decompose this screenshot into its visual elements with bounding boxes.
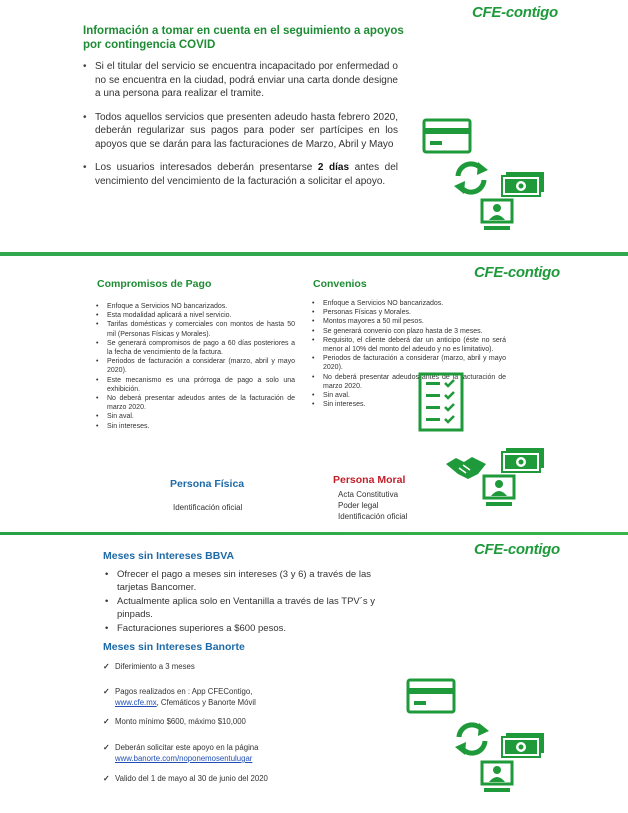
bbva-title: Meses sin Intereses BBVA xyxy=(103,550,235,562)
list-item: • Facturaciones superiores a $600 pesos. xyxy=(103,622,378,635)
cfe-contigo-logo: CFE-contigo xyxy=(472,4,558,21)
computer-user-icon xyxy=(480,198,514,232)
banorte-title: Meses sin Intereses Banorte xyxy=(103,641,245,653)
banorte-link[interactable]: www.banorte.com/noponemosentulugar xyxy=(115,754,253,763)
slide-msi xyxy=(0,535,628,813)
list-item: • Este mecanismo es una prórroga de pago a solo una exhibición. xyxy=(95,376,295,394)
list-item: • Sin aval. xyxy=(95,412,295,421)
checkmark-icon: ✓ xyxy=(103,662,110,671)
list-item: • Ofrecer el pago a meses sin intereses (3 y 6) a través de las tarjetas Bancomer. xyxy=(103,568,378,594)
computer-user-icon xyxy=(480,760,514,794)
list-item: • Montos mayores a 50 mil pesos. xyxy=(311,317,506,326)
convenios-list xyxy=(311,299,506,409)
cfe-link[interactable]: www.cfe.mx xyxy=(115,698,157,707)
checklist-icon xyxy=(418,372,464,432)
list-item: • Sin intereses. xyxy=(311,400,506,409)
persona-moral-requirement: Identificación oficial xyxy=(338,512,408,521)
money-bill-icon xyxy=(500,446,546,474)
persona-fisica-title: Persona Física xyxy=(170,478,245,490)
refresh-arrows-icon xyxy=(453,721,491,757)
check-item: ✓ Pagos realizados en : App CFEContigo, www.cfe.mx, Cfemáticos y Banorte Móvil xyxy=(103,687,256,707)
cfe-contigo-logo: CFE-contigo xyxy=(474,264,560,281)
compromisos-title: Compromisos de Pago xyxy=(97,278,212,290)
persona-moral-title: Persona Moral xyxy=(333,474,406,486)
list-item: • Requisito, el cliente deberá dar un anticipo (éste no será menor al 10% del monto del adeudo y no es limitativo). xyxy=(311,336,506,354)
persona-moral-requirement: Poder legal xyxy=(338,501,379,510)
checkmark-icon: ✓ xyxy=(103,717,110,726)
list-item: • No deberá presentar adeudos antes de la facturación de marzo 2020. xyxy=(311,373,506,391)
computer-user-icon xyxy=(482,474,516,508)
slide1-bullets xyxy=(83,60,398,198)
credit-card-icon xyxy=(422,118,472,156)
check-item: ✓ Monto mínimo $600, máximo $10,000 xyxy=(103,717,246,726)
list-item: • Los usuarios interesados deberán presentarse 2 días antes del vencimiento del vencimiento de la facturación a solicitar el apoyo. xyxy=(83,161,398,188)
list-item: • Esta modalidad aplicará a nivel servicio. xyxy=(95,311,295,320)
list-item: • Sin aval. xyxy=(311,391,506,400)
slide-covid-info xyxy=(0,0,628,252)
check-item: ✓ Diferimiento a 3 meses xyxy=(103,662,195,671)
list-item: • Enfoque a Servicios NO bancarizados. xyxy=(311,299,506,308)
list-item: • Todos aquellos servicios que presenten adeudo hasta febrero 2020, deberán regularizar sus pagos para poder ser partícipes en los apoyos que se darán para las facturaciones de Marzo, Abril y Mayo xyxy=(83,111,398,152)
list-item: • Tarifas domésticas y comerciales con montos de hasta 50 mil (Personas Físicas y Morales). xyxy=(95,320,295,338)
persona-moral-requirement: Acta Constitutiva xyxy=(338,490,399,499)
slide1-title: Información a tomar en cuenta en el seguimiento a apoyos por contingencia COVID xyxy=(83,25,404,51)
list-item: • Sin intereses. xyxy=(95,422,295,431)
money-bill-icon xyxy=(500,170,546,198)
bbva-list xyxy=(103,568,378,636)
checkmark-icon: ✓ xyxy=(103,687,110,696)
convenios-title: Convenios xyxy=(313,278,367,290)
list-item: • Periodos de facturación a considerar (marzo, abril y mayo 2020). xyxy=(95,357,295,375)
list-item: • Actualmente aplica solo en Ventanilla a través de las TPV´s y pinpads. xyxy=(103,595,378,621)
check-item: ✓ Deberán solicitar este apoyo en la página www.banorte.com/noponemosentulugar xyxy=(103,743,259,763)
list-item: • Si el titular del servicio se encuentra incapacitado por enfermedad o no se encuentra en la ciudad, podrá enviar una carta donde designe a una persona para realizar el tramite. xyxy=(83,60,398,101)
compromisos-list xyxy=(95,302,295,431)
slide-payment-options xyxy=(0,256,628,532)
checkmark-icon: ✓ xyxy=(103,743,110,752)
list-item: • Se generará compromisos de pago a 60 días posteriores a la fecha de vencimiento de la factura. xyxy=(95,339,295,357)
list-item: • Personas Físicas y Morales. xyxy=(311,308,506,317)
list-item: • Enfoque a Servicios NO bancarizados. xyxy=(95,302,295,311)
refresh-arrows-icon xyxy=(452,160,490,196)
check-item: ✓ Valido del 1 de mayo al 30 de junio del 2020 xyxy=(103,774,268,783)
list-item: • Se generará convenio con plazo hasta de 3 meses. xyxy=(311,327,506,336)
money-bill-icon xyxy=(500,731,546,759)
persona-fisica-requirement: Identificación oficial xyxy=(173,503,243,512)
list-item: • Periodos de facturación a considerar (marzo, abril y mayo 2020). xyxy=(311,354,506,372)
list-item: • No deberá presentar adeudos antes de la facturación de marzo 2020. xyxy=(95,394,295,412)
cfe-contigo-logo: CFE-contigo xyxy=(474,541,560,558)
credit-card-icon xyxy=(406,678,456,716)
checkmark-icon: ✓ xyxy=(103,774,110,783)
